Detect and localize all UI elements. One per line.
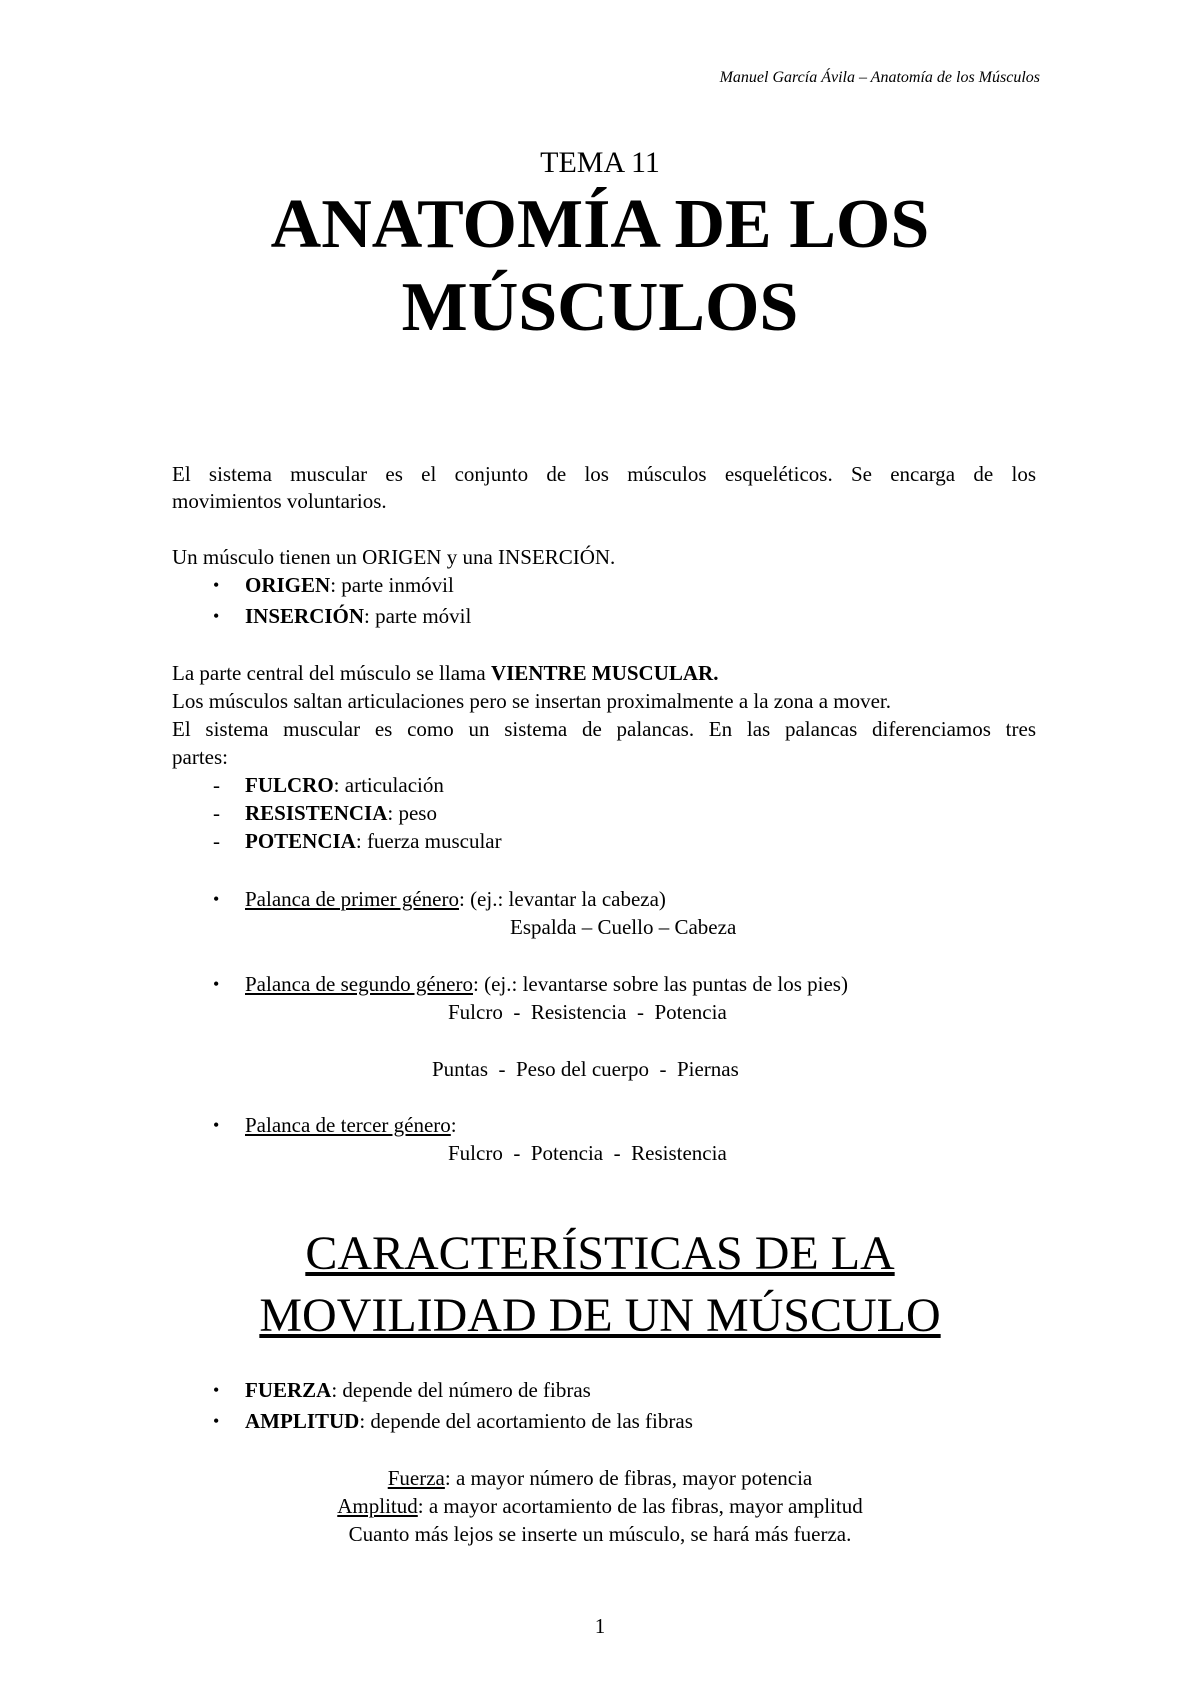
desc: : peso	[387, 801, 437, 825]
term: FUERZA	[245, 1378, 332, 1402]
intro-line-2: movimientos voluntarios.	[172, 489, 387, 513]
list-item-fulcro	[245, 772, 444, 799]
note-desc: : a mayor número de fibras, mayor potencia	[444, 1466, 813, 1490]
bullet-icon: •	[213, 974, 220, 994]
origin-intro: Un músculo tienen un ORIGEN y una INSERCIÓN.	[172, 545, 616, 569]
lever-name: Palanca de tercer género	[245, 1113, 451, 1137]
term: ORIGEN	[245, 573, 331, 597]
lever-desc: : (ej.: levantar la cabeza)	[458, 887, 666, 911]
text: La parte central del músculo se llama	[172, 661, 491, 685]
term: POTENCIA	[245, 829, 356, 853]
intro-line-1: El sistema muscular es el conjunto de los músculos esqueléticos. Se encarga de los	[172, 462, 1036, 486]
lever-intro-line-4: partes:	[172, 745, 228, 769]
bold-text: VIENTRE MUSCULAR.	[490, 661, 719, 685]
lever-third-class	[245, 1112, 457, 1139]
list-item-amplitud	[245, 1408, 693, 1435]
main-title-line-1: ANATOMÍA DE LOS	[270, 186, 930, 263]
note-term: Amplitud	[337, 1494, 418, 1518]
bullet-icon: •	[213, 1411, 220, 1431]
list-item-potencia	[245, 828, 502, 855]
running-header: Manuel García Ávila – Anatomía de los Músculos	[719, 69, 1040, 86]
desc: : depende del acortamiento de las fibras	[359, 1409, 693, 1433]
bullet-icon: •	[213, 606, 220, 626]
lever-name: Palanca de segundo género	[245, 972, 473, 996]
lever-second-example: Puntas - Peso del cuerpo - Piernas	[432, 1057, 739, 1081]
dash-marker: -	[213, 801, 220, 825]
term: FULCRO	[245, 773, 334, 797]
lever-intro-line-2: Los músculos saltan articulaciones pero se insertan proximalmente a la zona a mover.	[172, 689, 892, 713]
note-desc: : a mayor acortamiento de las fibras, mayor amplitud	[417, 1494, 863, 1518]
page-number: 1	[594, 1614, 606, 1638]
list-item-fuerza	[245, 1377, 591, 1404]
desc: : fuerza muscular	[355, 829, 502, 853]
lever-second-order: Fulcro - Resistencia - Potencia	[448, 1000, 727, 1024]
term: RESISTENCIA	[245, 801, 388, 825]
desc: : parte inmóvil	[330, 573, 454, 597]
list-item-resistencia	[245, 800, 437, 827]
topic-number: TEMA 11	[540, 146, 660, 179]
dash-marker: -	[213, 773, 220, 797]
dash-marker: -	[213, 829, 220, 853]
note-amplitud	[0, 1493, 1200, 1520]
lever-intro-line-1	[172, 660, 718, 687]
list-item-origen	[245, 572, 454, 599]
lever-desc: :	[450, 1113, 457, 1137]
bullet-icon: •	[213, 1380, 220, 1400]
desc: : articulación	[333, 773, 444, 797]
lever-name: Palanca de primer género	[245, 887, 459, 911]
bullet-icon: •	[213, 1115, 220, 1135]
lever-first-class	[245, 886, 666, 913]
term: INSERCIÓN	[245, 604, 365, 628]
lever-second-class	[245, 971, 848, 998]
lever-first-order: Espalda – Cuello – Cabeza	[510, 915, 737, 939]
lever-intro-line-3: El sistema muscular es como un sistema de palancas. En las palancas diferenciamos tres	[172, 717, 1036, 741]
section-title-line-1: CARACTERÍSTICAS DE LA	[305, 1227, 895, 1280]
bullet-icon: •	[213, 575, 220, 595]
main-title-line-2: MÚSCULOS	[401, 269, 799, 346]
lever-desc: : (ej.: levantarse sobre las puntas de los pies)	[473, 972, 848, 996]
note-term: Fuerza	[387, 1466, 445, 1490]
desc: : parte móvil	[364, 604, 472, 628]
term: AMPLITUD	[245, 1409, 360, 1433]
desc: : depende del número de fibras	[331, 1378, 591, 1402]
section-title-line-2: MOVILIDAD DE UN MÚSCULO	[259, 1289, 941, 1342]
bullet-icon: •	[213, 889, 220, 909]
note-fuerza	[0, 1465, 1200, 1492]
lever-third-order: Fulcro - Potencia - Resistencia	[448, 1141, 727, 1165]
final-note: Cuanto más lejos se inserte un músculo, se hará más fuerza.	[348, 1522, 852, 1546]
list-item-insercion	[245, 603, 471, 630]
